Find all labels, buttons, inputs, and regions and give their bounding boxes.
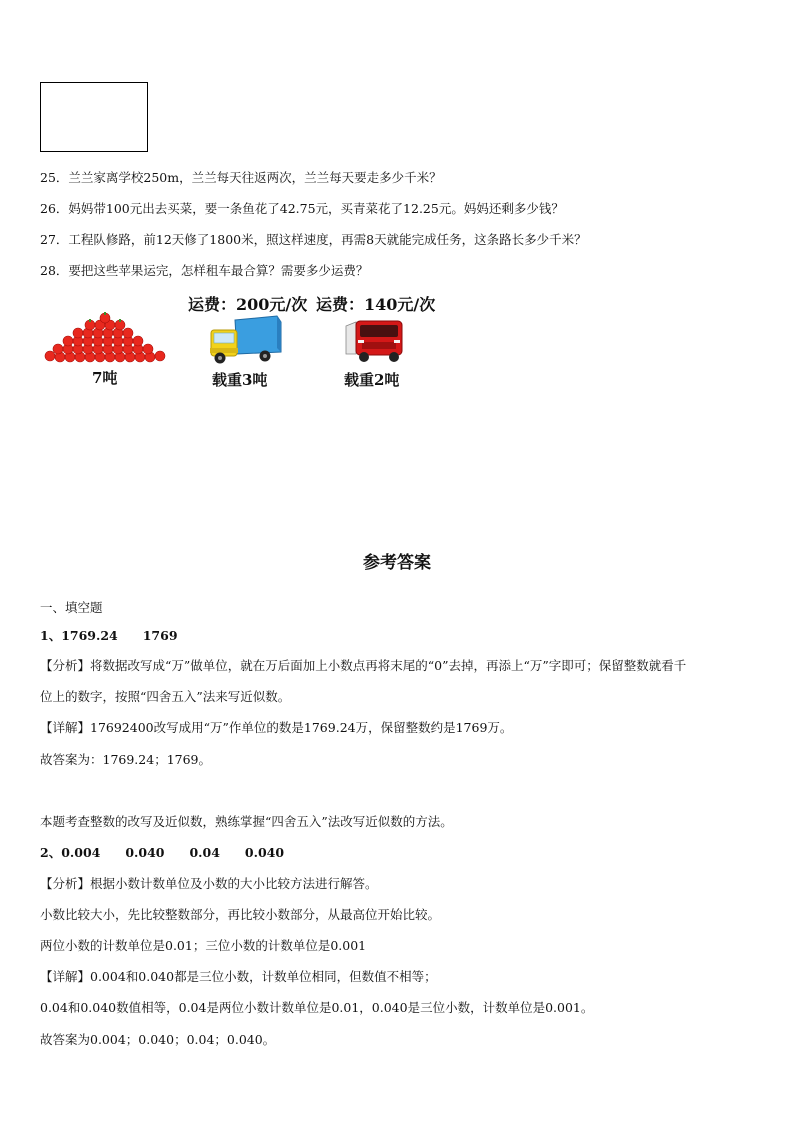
answer-2-result: 故答案为0.004；0.040；0.04；0.040。: [40, 1032, 276, 1047]
blue-truck-image: [207, 314, 283, 366]
question-27: 27．工程队修路，前12天修了1800米，照这样速度，再需8天就能完成任务，这条路长多少千米？: [40, 232, 587, 247]
question-25: 25．兰兰家离学校250m，兰兰每天往返两次，兰兰每天要走多少千米？: [40, 170, 442, 185]
answer-2-head: 2、0.004 0.040 0.04 0.040: [40, 845, 285, 860]
answer-2-detail-line2: 0.04和0.040数值相等，0.04是两位小数计数单位是0.01，0.040是三位小数，计数单位是0.001。: [40, 1000, 594, 1015]
answers-title: 参考答案: [363, 553, 431, 573]
answer-2-detail: 【详解】0.004和0.040都是三位小数，计数单位相同，但数值不相等；: [40, 969, 437, 984]
question-26: 26．妈妈带100元出去买菜，要一条鱼花了42.75元，买青菜花了12.25元。妈妈还剩多少钱？: [40, 201, 564, 216]
section-heading: 一、填空题: [40, 600, 103, 615]
answer-2-line3: 两位小数的计数单位是0.01；三位小数的计数单位是0.001: [40, 938, 367, 953]
blue-truck-capacity-label: 载重3吨: [212, 371, 268, 389]
answer-1-head: 1、1769.24 1769: [40, 628, 178, 643]
answer-1-detail: 【详解】17692400改写成用“万”作单位的数是1769.24万，保留整数约是1769万。: [40, 720, 513, 735]
red-truck-image: [342, 318, 408, 364]
answer-2-line2: 小数比较大小，先比较整数部分，再比较小数部分，从最高位开始比较。: [40, 907, 441, 922]
fee-label-red-truck: 运费：140元/次: [316, 295, 436, 314]
answer-blank-box: [40, 82, 148, 152]
answer-1-analysis-line2: 位上的数字，按照“四舍五入”法来写近似数。: [40, 689, 291, 704]
answer-1-note: 本题考查整数的改写及近似数，熟练掌握“四舍五入”法改写近似数的方法。: [40, 814, 453, 829]
fee-label-blue-truck: 运费：200元/次: [188, 295, 308, 314]
question-28: 28．要把这些苹果运完，怎样租车最合算？需要多少运费？: [40, 263, 369, 278]
answer-1-result: 故答案为：1769.24；1769。: [40, 752, 212, 767]
answer-2-analysis: 【分析】根据小数计数单位及小数的大小比较方法进行解答。: [40, 876, 378, 891]
answer-1-analysis-line1: 【分析】将数据改写成“万”做单位，就在万后面加上小数点再将末尾的“0”去掉，再添上“万”字即可；保留整数就看千: [40, 658, 687, 673]
apples-weight-label: 7吨: [92, 369, 118, 387]
apple-pile-image: [42, 312, 172, 364]
red-truck-capacity-label: 载重2吨: [344, 371, 400, 389]
